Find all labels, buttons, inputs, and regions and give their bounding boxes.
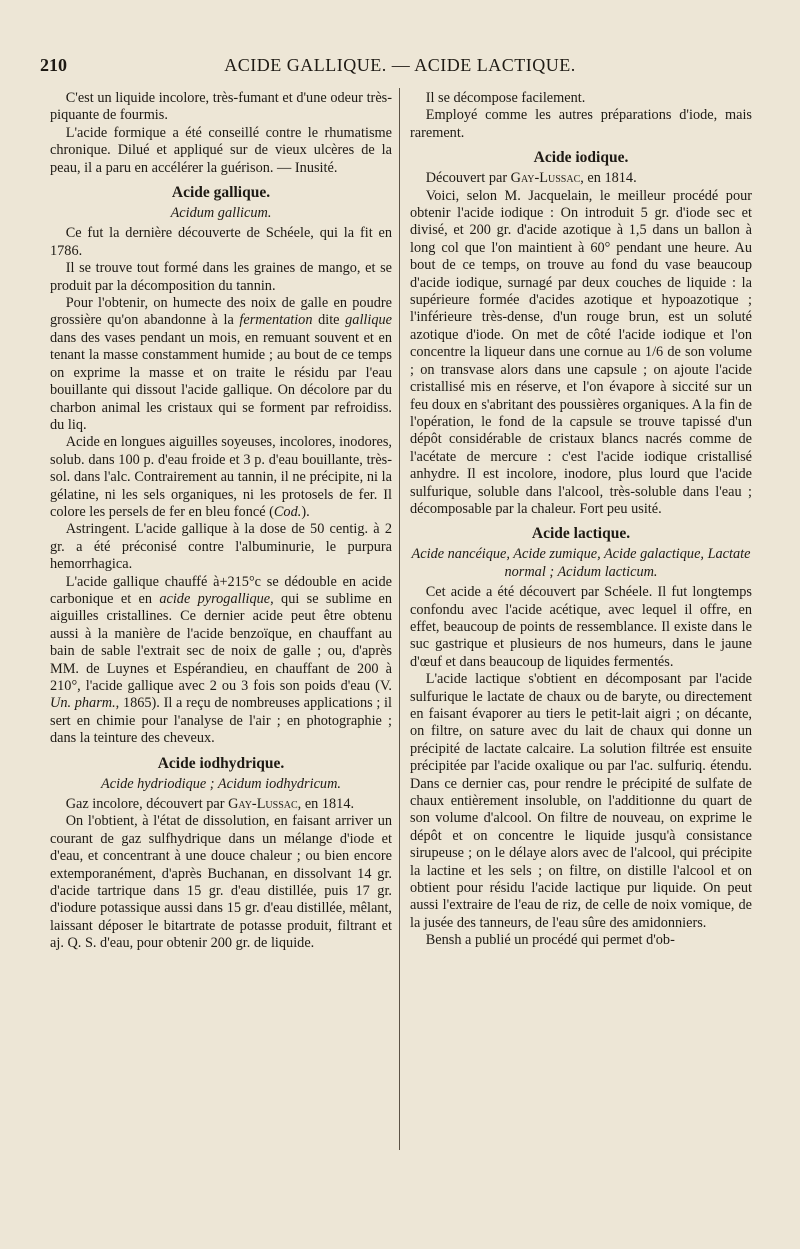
text-run: ). [301,503,310,520]
author-name: Gay-Lussac [228,796,298,813]
right-column [410,90,752,950]
section-heading-acide-iodique: Acide iodique. [533,149,629,167]
italic-term: acide pyrogallique [159,590,271,607]
italic-term: Cod. [273,503,302,520]
text-run: dite [312,312,346,329]
paragraph [50,434,392,521]
text-run: L'acide gallique chauffé à+215°c se dédouble en acide carbonique et en [50,573,392,607]
section-heading-acide-gallique: Acide gallique. [171,184,271,202]
paragraph [50,574,392,748]
text-run: , qui se sublime en aiguilles cristallines. Ce dernier acide peut être obtenu aussi à la manière de l'acide benzoïque, en chauffant au bain de sable l'extrait sec de noix de galle ; ou, d'après MM. de Luynes et Espérandieu, en chauffant de 200 à 210°, l'acide gallique avec 2 ou 3 fois son poids d'eau (V. [50,590,392,694]
text-run: , 1865). Il a reçu de nombreuses applications ; il sert en chimie pour l'analyse de l'air ; en photographie ; dans la teinture des cheveux. [50,695,393,747]
text-run: , en 1814. [297,796,355,813]
paragraph: On l'obtient, à l'état de dissolution, en faisant arriver un courant de gaz sulfhydrique dans un mélange d'iode et d'eau, et concentrant à une douce chaleur ; ou bien encore extemporanément, d'après Buchanan, en dissolvant 14 gr. d'acide tartrique dans 15 gr. d'eau distillée, puis 17 gr. d'iodure potassique aussi dans 15 gr. d'eau distillée, mêlant, laissant déposer le bitartrate de potasse produit, filtrant et aj. Q. S. d'eau, pour obtenir 200 gr. de liquide. [50,813,392,952]
italic-term: gallique [345,312,392,329]
paragraph: Employé comme les autres préparations d'iode, mais rarement. [410,107,752,141]
paragraph: Il se décompose facilement. [425,90,586,106]
italic-term: fermentation [239,312,313,329]
section-heading-acide-iodhydrique: Acide iodhydrique. [157,754,285,772]
text-run: Pour l'obtenir, on humecte des noix de galle en poudre grossière qu'on abandonne à la [50,295,392,329]
left-column [50,90,392,953]
paragraph: Il se trouve tout formé dans les graines de mango, et se produit par la décomposition du tannin. [50,260,392,294]
text-run: Gaz incolore, découvert par [65,796,229,813]
section-heading-acide-lactique: Acide lactique. [531,525,631,543]
paragraph: L'acide lactique s'obtient en décomposant par l'acide sulfurique le lactate de chaux ou de baryte, ou directement en faisant évaporer au tiers le petit-lait aigri ; on décante, on filtre, on sature avec du lait de chaux qui donne un précipité de lactate calcaire. La solution filtrée est ensuite précipitée par l'acide oxalique ou par l'ac. sulfuriq. étendu. Dans ce dernier cas, pour rendre le précipité de sulfate de chaux entièrement insoluble, on l'additionne du quart de son volume d'alcool. On filtre de nouveau, on exprime le dépôt et on concentre le liquide jusqu'à consistance sirupeuse ; on le délaye alors avec de l'alcool, qui précipite la lactine et les sels ; on filtre, on distille l'alcool et on obtient pour résidu l'acide lactique pur liquide. On peut aussi l'extraire de l'eau de riz, de celle de noix vomique, de la jusée des tanneurs, de l'eau sûre des amidonniers. [410,671,752,931]
page-number: 210 [40,55,67,75]
paragraph: Cet acide a été découvert par Schéele. Il fut longtemps confondu avec l'acide acétique, avec lequel il offre, en effet, beaucoup de points de ressemblance. Il existe dans le suc gastrique et plusieurs de nos humeurs, dans le jaune d'œuf et dans beaucoup de liquides fermentés. [410,584,752,670]
paragraph: Bensh a publié un procédé qui permet d'ob- [425,932,675,949]
synonym-line: Acide hydriodique ; Acidum iodhydricum. [101,775,341,792]
text-run: dans des vases pendant un mois, en remuant souvent et en tenant la masse constamment humide ; au bout de ce temps on exprime la masse et on traite le résidu par l'eau bouillante qui dissout l'acide gallique. On décolore par du charbon animal les cristaux qui se forment par refroidiss. du liq. [50,329,392,433]
paragraph: C'est un liquide incolore, très-fumant et d'une odeur très-piquante de fourmis. [50,90,392,124]
paragraph [50,295,392,434]
synonym-line: Acide nancéique, Acide zumique, Acide galactique, Lactate normal ; Acidum lacticum. [411,546,751,580]
paragraph [410,170,752,187]
paragraph: Ce fut la dernière découverte de Schéele, qui la fit en 1786. [50,225,392,259]
running-title: ACIDE GALLIQUE. — ACIDE LACTIQUE. [224,55,576,75]
paragraph [50,796,392,813]
italic-term: Un. pharm. [50,695,116,712]
paragraph: L'acide formique a été conseillé contre le rhumatisme chronique. Dilué et appliqué sur de vieux ulcères de la peau, il a paru en accélérer la guérison. — Inusité. [50,124,392,176]
paragraph: Astringent. L'acide gallique à la dose de 50 centig. à 2 gr. a été préconisé contre l'albuminurie, le purpura hemorrhagica. [50,521,392,573]
text-run: , en 1814. [580,170,637,187]
synonym-line: Acidum gallicum. [170,205,272,222]
author-name: Gay-Lussac [510,170,581,187]
running-header [40,55,760,81]
column-divider [399,88,400,1150]
text-run: Acide en longues aiguilles soyeuses, incolores, inodores, solub. dans 100 p. d'eau froide et 3 p. d'eau bouillante, très-sol. dans l'alc. Contrairement au tannin, il ne précipite, ni la gélatine, ni les sels organiques, ni les protosels de fer. Il colore les persels de fer en bleu foncé ( [50,434,392,520]
text-run: Découvert par [425,170,511,187]
paragraph: Voici, selon M. Jacquelain, le meilleur procédé pour obtenir l'acide iodique : On introduit 5 gr. d'iode sec et divisé, et 200 gr. d'acide azotique à 1,5 dans un ballon à long col que l'on maintient à 60° pendant une heure. Au bout de ce temps, on trouve au fond du vase beaucoup d'acide iodique, surnagé par deux couches de liquide : la supérieure formée d'acides azotique et hypoazotique ; l'inférieure très-dense, d'un rouge brun, est un soluté azotique d'iode. On met de côté l'acide iodique et l'on concentre la liqueur dans une cornue au 1/6 de son volume ; on transvase alors dans une capsule ; on ajoute l'acide cristallisé mis en réserve, et l'on évapore à siccité sur un feu doux en s'abritant des poussières organiques. A la fin de l'opération, le fond de la capsule se trouve tapissé d'un dépôt considérable de cristaux blancs nacrés comme de l'acétate de mercure : c'est l'acide iodique cristallisé anhydre. Il est incolore, inodore, plus lourd que l'acide sulfurique, soluble dans l'alcool, très-soluble dans l'eau ; décomposable par la chaleur. Fort peu usité. [410,187,752,517]
